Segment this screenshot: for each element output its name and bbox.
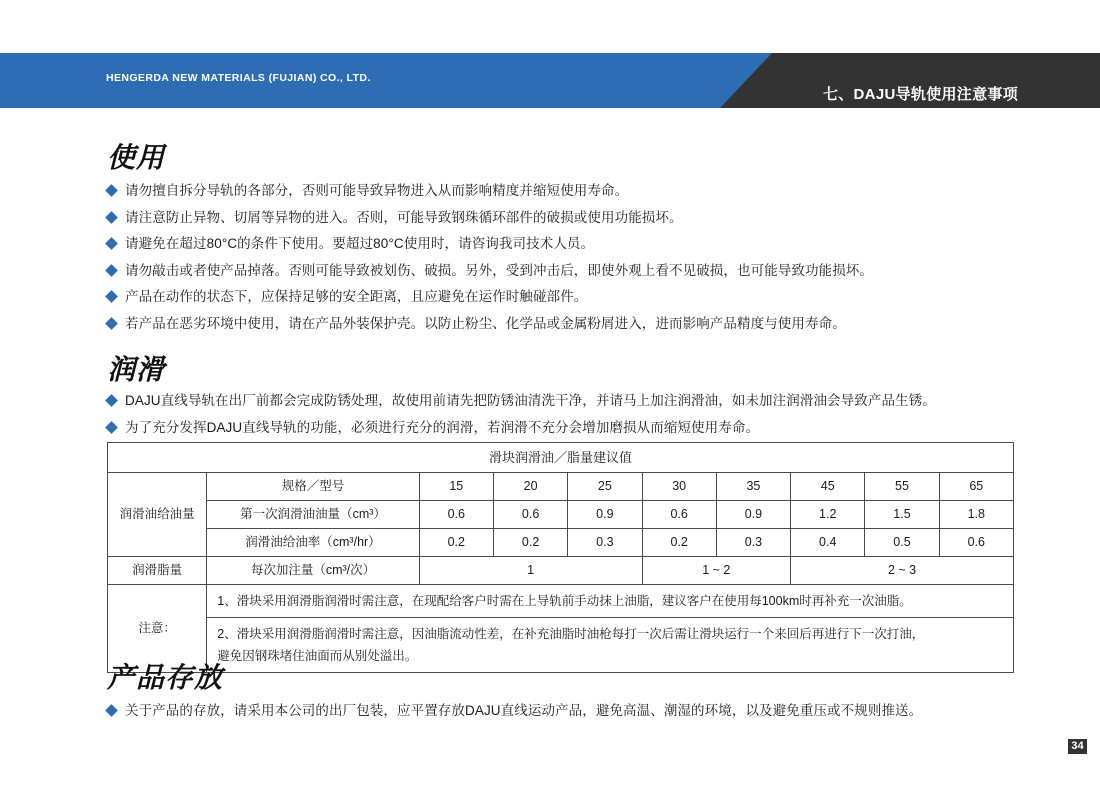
page-number: 34 (1068, 739, 1087, 754)
list-item (107, 259, 873, 283)
cell-size: 65 (939, 473, 1013, 501)
list-item (107, 416, 936, 440)
table-row (108, 529, 1014, 557)
list-item (107, 389, 936, 413)
cell-value: 1.5 (865, 501, 939, 529)
list-item (107, 312, 873, 336)
table-caption: 滑块润滑油／脂量建议值 (108, 443, 1014, 473)
list-item (107, 232, 873, 256)
table-row (108, 618, 1014, 673)
cell-value: 0.9 (568, 501, 642, 529)
list-item (107, 206, 873, 230)
cell-value: 1.8 (939, 501, 1013, 529)
table-row (108, 443, 1014, 473)
list-item-text: 关于产品的存放，请采用本公司的出厂包装，应平置存放DAJU直线运动产品，避免高温、潮湿的环境，以及避免重压或不规则推送。 (125, 703, 923, 718)
cell-value: 0.6 (642, 501, 716, 529)
list-item-text: 请避免在超过80°C的条件下使用。要超过80°C使用时，请咨询我司技术人员。 (125, 236, 595, 251)
diamond-bullet-icon (105, 704, 118, 717)
cell-size: 30 (642, 473, 716, 501)
cell-size: 15 (419, 473, 493, 501)
cell-size: 35 (716, 473, 790, 501)
list-item (107, 179, 873, 203)
list-item-text: DAJU直线导轨在出厂前都会完成防锈处理，故使用前请先把防锈油清洗干净，并请马上加注润滑油，如未加注润滑油会导致产品生锈。 (125, 393, 936, 408)
list-item-text: 请勿擅自拆分导轨的各部分，否则可能导致异物进入从而影响精度并缩短使用寿命。 (125, 183, 629, 198)
cell-value: 0.6 (493, 501, 567, 529)
table-row (108, 557, 1014, 585)
cell-value: 0.5 (865, 529, 939, 557)
cell-size: 55 (865, 473, 939, 501)
heading-storage: 产品存放 (107, 662, 224, 693)
diamond-bullet-icon (105, 290, 118, 303)
diamond-bullet-icon (105, 317, 118, 330)
list-lubrication (107, 389, 936, 442)
list-item-text: 为了充分发挥DAJU直线导轨的功能，必须进行充分的润滑，若润滑不充分会增加磨损从而缩短使用寿命。 (125, 419, 760, 435)
cell-note-label: 注意： (108, 585, 207, 673)
cell-value: 0.9 (716, 501, 790, 529)
cell-size: 20 (493, 473, 567, 501)
page-header (0, 53, 1100, 108)
diamond-bullet-icon (105, 237, 118, 250)
diamond-bullet-icon (105, 394, 118, 407)
list-item (107, 285, 873, 309)
cell-value: 0.4 (791, 529, 865, 557)
diamond-bullet-icon (105, 184, 118, 197)
heading-lubrication: 润滑 (107, 354, 166, 385)
cell-value: 2 ~ 3 (791, 557, 1014, 585)
cell-value: 0.2 (642, 529, 716, 557)
cell-group-oil: 润滑油给油量 (108, 473, 207, 557)
cell-value: 0.2 (493, 529, 567, 557)
cell-row-label: 第一次润滑油油量（cm³） (207, 501, 419, 529)
diamond-bullet-icon (105, 211, 118, 224)
lubrication-table (107, 442, 1014, 673)
section-title: 七、DAJU导轨使用注意事项 (822, 86, 1018, 103)
cell-size: 25 (568, 473, 642, 501)
company-name: HENGERDA NEW MATERIALS (FUJIAN) CO., LTD. (106, 72, 371, 84)
table-row (108, 585, 1014, 618)
cell-value: 0.3 (568, 529, 642, 557)
list-item-text: 产品在动作的状态下，应保持足够的安全距离，且应避免在运作时触碰部件。 (125, 289, 588, 304)
list-item-text: 请勿敲击或者使产品掉落。否则可能导致被划伤、破损。另外，受到冲击后，即使外观上看不见破损，也可能导致功能损坏。 (125, 262, 873, 278)
heading-use: 使用 (107, 142, 166, 173)
cell-note-1: 1、滑块采用润滑脂润滑时需注意，在现配给客户时需在上导轨前手动抹上油脂，建议客户在使用每100km时再补充一次油脂。 (207, 585, 1014, 618)
diamond-bullet-icon (105, 264, 118, 277)
cell-group-grease: 润滑脂量 (108, 557, 207, 585)
cell-value: 0.3 (716, 529, 790, 557)
cell-row-label: 润滑油给油率（cm³/hr） (207, 529, 419, 557)
list-item (107, 699, 922, 723)
list-storage (107, 699, 922, 726)
cell-value: 0.2 (419, 529, 493, 557)
note-2-line-1: 2、滑块采用润滑脂润滑时需注意，因油脂流动性差，在补充油脂时油枪每打一次后需让滑块运行一个来回后再进行下一次打油， (217, 627, 925, 641)
cell-value: 1.2 (791, 501, 865, 529)
cell-value: 1 ~ 2 (642, 557, 791, 585)
list-item-text: 若产品在恶劣环境中使用，请在产品外装保护壳。以防止粉尘、化学品或金属粉屑进入，进而影响产品精度与使用寿命。 (125, 315, 846, 331)
diamond-bullet-icon (105, 421, 118, 434)
cell-value: 1 (419, 557, 642, 585)
cell-row-label: 每次加注量（cm³/次） (207, 557, 419, 585)
cell-spec-label: 规格／型号 (207, 473, 419, 501)
table-row (108, 501, 1014, 529)
cell-size: 45 (791, 473, 865, 501)
list-item-text: 请注意防止异物、切屑等异物的进入。否则，可能导致钢珠循环部件的破损或使用功能损坏。 (125, 209, 683, 225)
cell-note-2 (207, 618, 1014, 673)
cell-value: 0.6 (419, 501, 493, 529)
cell-value: 0.6 (939, 529, 1013, 557)
list-use (107, 179, 873, 338)
table-row (108, 473, 1014, 501)
note-2-line-2: 避免因钢珠堵住油面而从别处溢出。 (217, 649, 418, 663)
